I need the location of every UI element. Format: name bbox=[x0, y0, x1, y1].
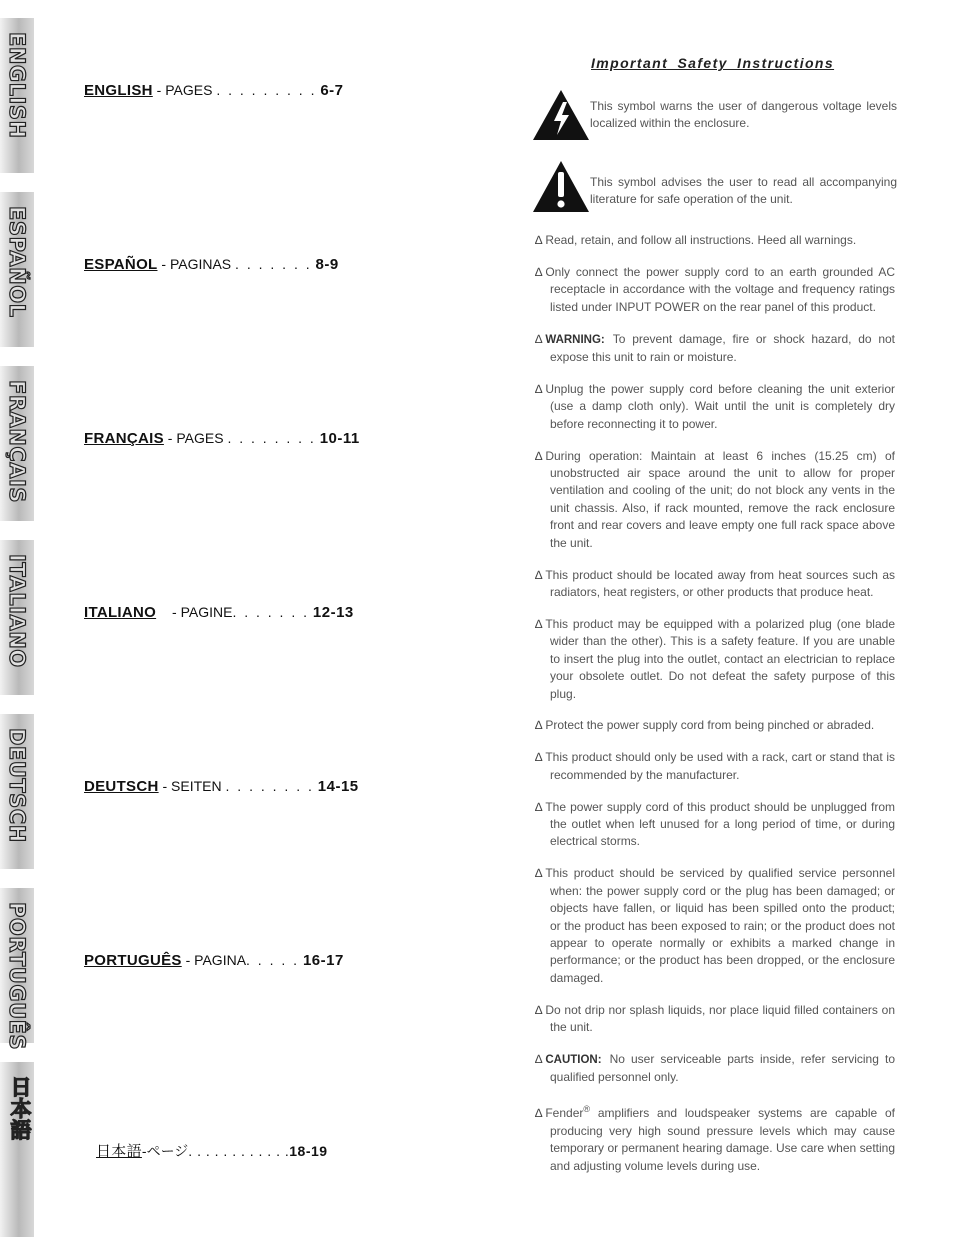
toc-entry-english[interactable] bbox=[84, 82, 344, 99]
toc-entry-portugues[interactable] bbox=[84, 952, 344, 969]
toc-language[interactable]: DEUTSCH bbox=[84, 778, 159, 795]
tab-espanol[interactable] bbox=[0, 192, 34, 349]
toc-language[interactable]: PORTUGUÊS bbox=[84, 952, 182, 969]
toc-pages: 10-11 bbox=[319, 430, 360, 447]
safety-item-caution: ∆ CAUTION: No user serviceable parts inside, refer servicing to qualified personnel only. bbox=[535, 1052, 895, 1085]
symbol-row-literature bbox=[532, 160, 897, 216]
delta-bullet: ∆ bbox=[535, 381, 543, 396]
delta-bullet: ∆ bbox=[535, 1052, 543, 1067]
toc-entry-japanese[interactable] bbox=[96, 1140, 328, 1161]
delta-bullet: ∆ bbox=[535, 750, 543, 765]
toc-entry-francais[interactable] bbox=[84, 430, 360, 447]
delta-bullet: ∆ bbox=[535, 718, 543, 733]
lightning-warning-icon bbox=[532, 88, 590, 142]
safety-item: ∆ This product should be serviced by qualified service personnel when: the power supply cord or the plug has been damaged; or objects have fallen, or liquid has been spilled onto the product; or the product has been exposed to rain; or the product does not appear to operate normally or exhibits a marked change in performance; or the product has been dropped, or the enclosure damaged. bbox=[535, 866, 895, 985]
delta-bullet: ∆ bbox=[535, 567, 543, 582]
toc-leader: . . . . . bbox=[246, 952, 300, 968]
tab-label: ENGLISH bbox=[5, 32, 29, 139]
safety-item: ∆ This product should only be used with a rack, cart or stand that is recommended by the manufacturer. bbox=[535, 750, 895, 782]
toc-language[interactable]: ENGLISH bbox=[84, 82, 153, 99]
delta-bullet: ∆ bbox=[535, 331, 543, 346]
tab-label: ESPAÑOL bbox=[5, 206, 29, 318]
caution-label: CAUTION: bbox=[545, 1054, 602, 1067]
safety-item: ∆ The power supply cord of this product should be unplugged from the outlet when left unused for a long period of time, or during electrical storms. bbox=[535, 799, 895, 849]
delta-bullet: ∆ bbox=[535, 616, 543, 631]
exclamation-warning-icon bbox=[532, 160, 590, 214]
delta-bullet: ∆ bbox=[535, 448, 543, 463]
delta-bullet: ∆ bbox=[535, 264, 543, 279]
safety-item: ∆ This product should be located away from heat sources such as radiators, heat registers, or other products that produce heat. bbox=[535, 567, 895, 599]
toc-leader: . . . . . . . . bbox=[225, 778, 314, 794]
toc-entry-deutsch[interactable] bbox=[84, 778, 359, 795]
tab-label: DEUTSCH bbox=[5, 728, 29, 843]
toc-word: - PAGINAS bbox=[161, 256, 232, 272]
tab-label: FRANÇAIS bbox=[5, 380, 29, 503]
tab-english[interactable] bbox=[0, 18, 34, 175]
toc-word: -ページ bbox=[141, 1143, 189, 1159]
tab-francais[interactable] bbox=[0, 366, 34, 523]
brand-name: Fender bbox=[545, 1106, 584, 1121]
safety-item: ∆ Unplug the power supply cord before cleaning the unit exterior (use a damp cloth only). Wait until the unit is completely dry before reconnecting it to power. bbox=[535, 381, 895, 431]
safety-item: ∆ Only connect the power supply cord to an earth grounded AC receptacle in accordance with the voltage and frequency ratings listed under INPUT POWER on the rear panel of this product. bbox=[535, 264, 895, 314]
tab-label: PORTUGUÊS bbox=[5, 902, 29, 1051]
toc-entry-italiano[interactable] bbox=[84, 604, 354, 621]
warning-label: WARNING: bbox=[545, 333, 605, 346]
delta-bullet: ∆ bbox=[535, 233, 543, 247]
toc-leader: . . . . . . . . bbox=[227, 430, 316, 446]
toc-leader: . . . . . . . . . bbox=[216, 82, 317, 98]
symbol-literature-text: This symbol advises the user to read all accompanying literature for safe operation of the unit. bbox=[590, 175, 897, 206]
toc-language[interactable]: 日本語 bbox=[96, 1143, 142, 1160]
safety-instructions-list bbox=[535, 232, 895, 1189]
toc-language[interactable]: ESPAÑOL bbox=[84, 256, 158, 273]
toc-pages: 8-9 bbox=[315, 256, 339, 273]
toc-leader: . . . . . . . . . . . . bbox=[188, 1143, 290, 1159]
toc-pages: 18-19 bbox=[289, 1143, 328, 1159]
delta-bullet: ∆ bbox=[535, 1106, 543, 1121]
toc-leader: . . . . . . . bbox=[232, 604, 310, 620]
safety-item: ∆ This product may be equipped with a polarized plug (one blade wider than the other). This is a safety feature. If you are unable to insert the plug into the outlet, contact an electrician to replace your obsolete outlet. Do not defeat the safety purpose of this plug. bbox=[535, 616, 895, 701]
toc-word: - PAGINA bbox=[185, 952, 247, 968]
safety-item-warning: ∆ WARNING: To prevent damage, fire or shock hazard, do not expose this unit to rain or moisture. bbox=[535, 331, 895, 365]
delta-bullet: ∆ bbox=[535, 1002, 543, 1017]
symbol-row-voltage bbox=[532, 88, 897, 144]
toc-pages: 16-17 bbox=[302, 952, 344, 969]
tab-portugues[interactable] bbox=[0, 888, 34, 1051]
toc-leader: . . . . . . . bbox=[235, 256, 312, 272]
symbol-voltage-text: This symbol warns the user of dangerous voltage levels localized within the enclosure. bbox=[590, 99, 897, 130]
toc-word: - PAGINE bbox=[172, 604, 233, 620]
toc-entry-espanol[interactable] bbox=[84, 256, 339, 273]
tab-japanese[interactable] bbox=[0, 1062, 34, 1239]
safety-item: ∆ During operation: Maintain at least 6 inches (15.25 cm) of unobstructed air space around the unit to allow for proper ventilation and cooling of the unit; do not block any vents in the unit chassis. Also, if rack mounted, remove the rack enclosure front and rear covers and leave empty one full rack space above the unit. bbox=[535, 448, 895, 550]
safety-heading: Important Safety Instructions bbox=[591, 55, 835, 71]
delta-bullet: ∆ bbox=[535, 799, 543, 814]
toc-word: - PAGES bbox=[167, 430, 224, 446]
toc-word: - PAGES bbox=[156, 82, 213, 98]
safety-item-fender: ∆ Fender® amplifiers and loudspeaker systems are capable of producing very high sound pressure levels which may cause temporary or permanent hearing damage. Use care when setting and adjusting volume levels during use. bbox=[535, 1104, 895, 1173]
tab-italiano[interactable] bbox=[0, 540, 34, 697]
safety-item: ∆ Do not drip nor splash liquids, nor place liquid filled containers on the unit. bbox=[535, 1002, 895, 1035]
toc-word: - SEITEN bbox=[162, 778, 222, 794]
safety-item: ∆ Protect the power supply cord from being pinched or abraded. bbox=[535, 718, 875, 733]
safety-item: ∆ Read, retain, and follow all instructions. Heed all warnings. bbox=[535, 233, 857, 247]
toc-pages: 6-7 bbox=[320, 82, 344, 99]
toc-language[interactable]: ITALIANO bbox=[84, 604, 157, 621]
toc-pages: 12-13 bbox=[312, 604, 354, 621]
tab-deutsch[interactable] bbox=[0, 714, 34, 871]
tab-label: 日本語 bbox=[8, 1076, 32, 1141]
toc-pages: 14-15 bbox=[317, 778, 359, 795]
delta-bullet: ∆ bbox=[535, 866, 543, 881]
registered-mark: ® bbox=[583, 1104, 591, 1115]
tab-label: ITALIANO bbox=[5, 554, 29, 668]
toc-language[interactable]: FRANÇAIS bbox=[84, 430, 164, 447]
